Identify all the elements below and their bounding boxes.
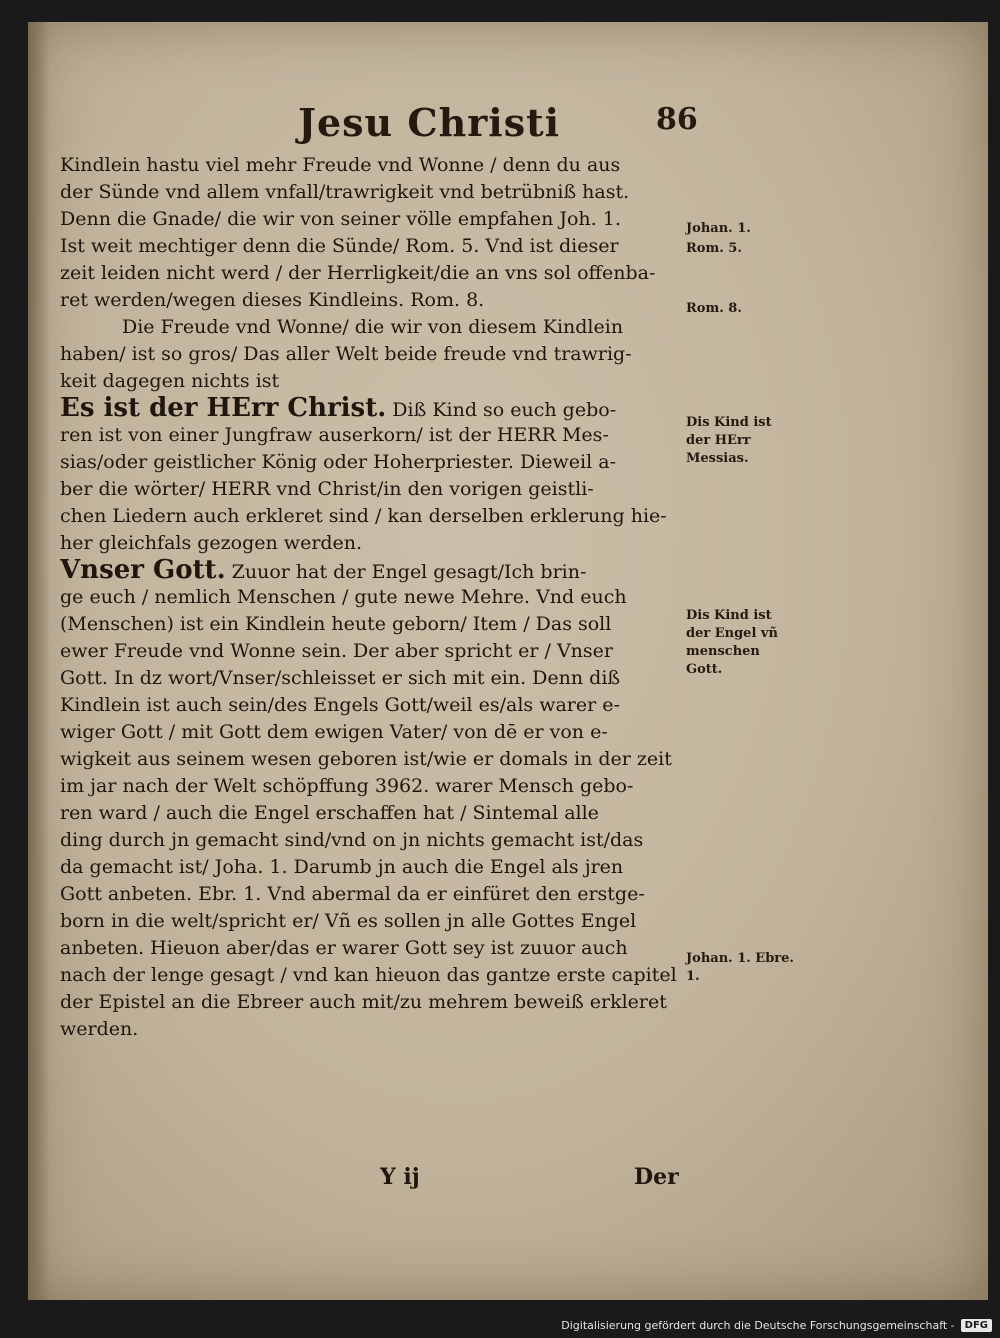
- line-text: ret werden/wegen dieses Kindleins. Rom. 8.: [60, 289, 485, 311]
- line-text: der Epistel an die Ebreer auch mit/zu mehrem beweiß erkleret: [60, 991, 667, 1013]
- margin-note: Johan. 1.: [686, 221, 751, 236]
- line-text: Denn die Gnade/ die wir von seiner völle empfahen Joh. 1.: [60, 208, 621, 230]
- line-text: keit dagegen nichts ist: [60, 370, 280, 392]
- text-line: [60, 908, 720, 935]
- text-line: [60, 881, 720, 908]
- line-text: ber die wörter/ HERR vnd Christ/in den vorigen geistli-: [60, 478, 594, 500]
- line-text: Gott. In dz wort/Vnser/schleisset er sich mit ein. Denn diß: [60, 667, 621, 689]
- line-text: (Menschen) ist ein Kindlein heute geborn/ Item / Das soll: [60, 613, 612, 635]
- margin-note: Johan. 1. Ebre. 1.: [686, 951, 794, 984]
- text-line: [60, 422, 720, 449]
- catchword: Der: [634, 1164, 679, 1190]
- digitization-credit: [561, 1319, 992, 1332]
- line-text: anbeten. Hieuon aber/das er warer Gott sey ist zuuor auch: [60, 937, 628, 959]
- line-text: wiger Gott / mit Gott dem ewigen Vater/ von dē er von e-: [60, 721, 608, 743]
- text-line: [60, 800, 720, 827]
- text-line: [60, 449, 720, 476]
- line-text: der Sünde vnd allem vnfall/trawrigkeit vnd betrübniß hast.: [60, 181, 630, 203]
- dfg-logo: DFG: [961, 1319, 992, 1332]
- body-text: [60, 152, 720, 1043]
- line-text: ren ward / auch die Engel erschaffen hat / Sintemal alle: [60, 802, 599, 824]
- text-line: [60, 773, 720, 800]
- text-line: [60, 395, 720, 422]
- text-line: [60, 827, 720, 854]
- line-text: ding durch jn gemacht sind/vnd on jn nichts gemacht ist/das: [60, 829, 644, 851]
- text-line: [60, 746, 720, 773]
- text-line: [60, 854, 720, 881]
- margin-note: Dis Kind ist der HErr Messias.: [686, 415, 772, 466]
- line-text: nach der lenge gesagt / vnd kan hieuon das gantze erste capitel: [60, 964, 677, 986]
- text-line: [60, 368, 720, 395]
- line-text: sias/oder geistlicher König oder Hoherpriester. Dieweil a-: [60, 451, 616, 473]
- text-line: [60, 719, 720, 746]
- line-text: chen Liedern auch erkleret sind / kan derselben erklerung hie-: [60, 505, 667, 527]
- line-text: Kindlein ist auch sein/des Engels Gott/weil es/als warer e-: [60, 694, 620, 716]
- text-line: [60, 584, 720, 611]
- text-line: [60, 503, 720, 530]
- text-line: [60, 530, 720, 557]
- signature-mark: Y ij: [380, 1164, 420, 1190]
- margin-note: Dis Kind ist der Engel vñ menschen Gott.: [686, 608, 778, 677]
- line-text: haben/ ist so gros/ Das aller Welt beide freude vnd trawrig-: [60, 343, 632, 365]
- text-line: [60, 611, 720, 638]
- line-text: ge euch / nemlich Menschen / gute newe Mehre. Vnd euch: [60, 586, 627, 608]
- margin-note: Rom. 8.: [686, 301, 742, 316]
- line-text: wigkeit aus seinem wesen geboren ist/wie er domals in der zeit: [60, 748, 672, 770]
- line-text: Kindlein hastu viel mehr Freude vnd Wonne / denn du aus: [60, 154, 621, 176]
- line-text: Gott anbeten. Ebr. 1. Vnd abermal da er einfüret den erstge-: [60, 883, 645, 905]
- text-line: [60, 476, 720, 503]
- line-text: ren ist von einer Jungfraw auserkorn/ ist der HERR Mes-: [60, 424, 609, 446]
- line-text: ewer Freude vnd Wonne sein. Der aber spricht er / Vnser: [60, 640, 613, 662]
- text-line: [60, 206, 720, 233]
- credit-text: Digitalisierung gefördert durch die Deutsche Forschungsgemeinschaft -: [561, 1319, 955, 1332]
- line-text: her gleichfals gezogen werden.: [60, 532, 363, 554]
- line-text: werden.: [60, 1018, 139, 1040]
- text-line: [60, 233, 720, 260]
- text-line: [60, 935, 720, 962]
- text-line: [60, 260, 720, 287]
- text-line: [60, 962, 720, 989]
- page-number: 86: [656, 102, 698, 137]
- line-text: Ist weit mechtiger denn die Sünde/ Rom. 5. Vnd ist dieser: [60, 235, 619, 257]
- text-line: [60, 665, 720, 692]
- section-lead: Vnser Gott.: [60, 557, 226, 584]
- line-text: born in die welt/spricht er/ Vñ es sollen jn alle Gottes Engel: [60, 910, 637, 932]
- line-text: Zuuor hat der Engel gesagt/Ich brin-: [225, 561, 587, 583]
- section-lead: Es ist der HErr Christ.: [60, 395, 387, 422]
- line-text: zeit leiden nicht werd / der Herrligkeit/die an vns sol offenba-: [60, 262, 656, 284]
- text-line: [60, 692, 720, 719]
- text-line: [60, 989, 720, 1016]
- scanned-page: [28, 22, 988, 1300]
- text-line: [60, 1016, 720, 1043]
- line-text: Die Freude vnd Wonne/ die wir von diesem Kindlein: [122, 316, 624, 338]
- text-line: [60, 152, 720, 179]
- text-line: [60, 341, 720, 368]
- text-line: [60, 287, 720, 314]
- margin-note: Rom. 5.: [686, 241, 742, 256]
- page-binding-edge: [28, 22, 50, 1300]
- text-line: [60, 557, 720, 584]
- line-text: Diß Kind so euch gebo-: [386, 399, 617, 421]
- line-text: da gemacht ist/ Joha. 1. Darumb jn auch die Engel als jren: [60, 856, 624, 878]
- text-line: [60, 179, 720, 206]
- running-head: Jesu Christi: [298, 100, 561, 145]
- line-text: im jar nach der Welt schöpffung 3962. warer Mensch gebo-: [60, 775, 634, 797]
- text-line: [60, 638, 720, 665]
- text-line: [60, 314, 720, 341]
